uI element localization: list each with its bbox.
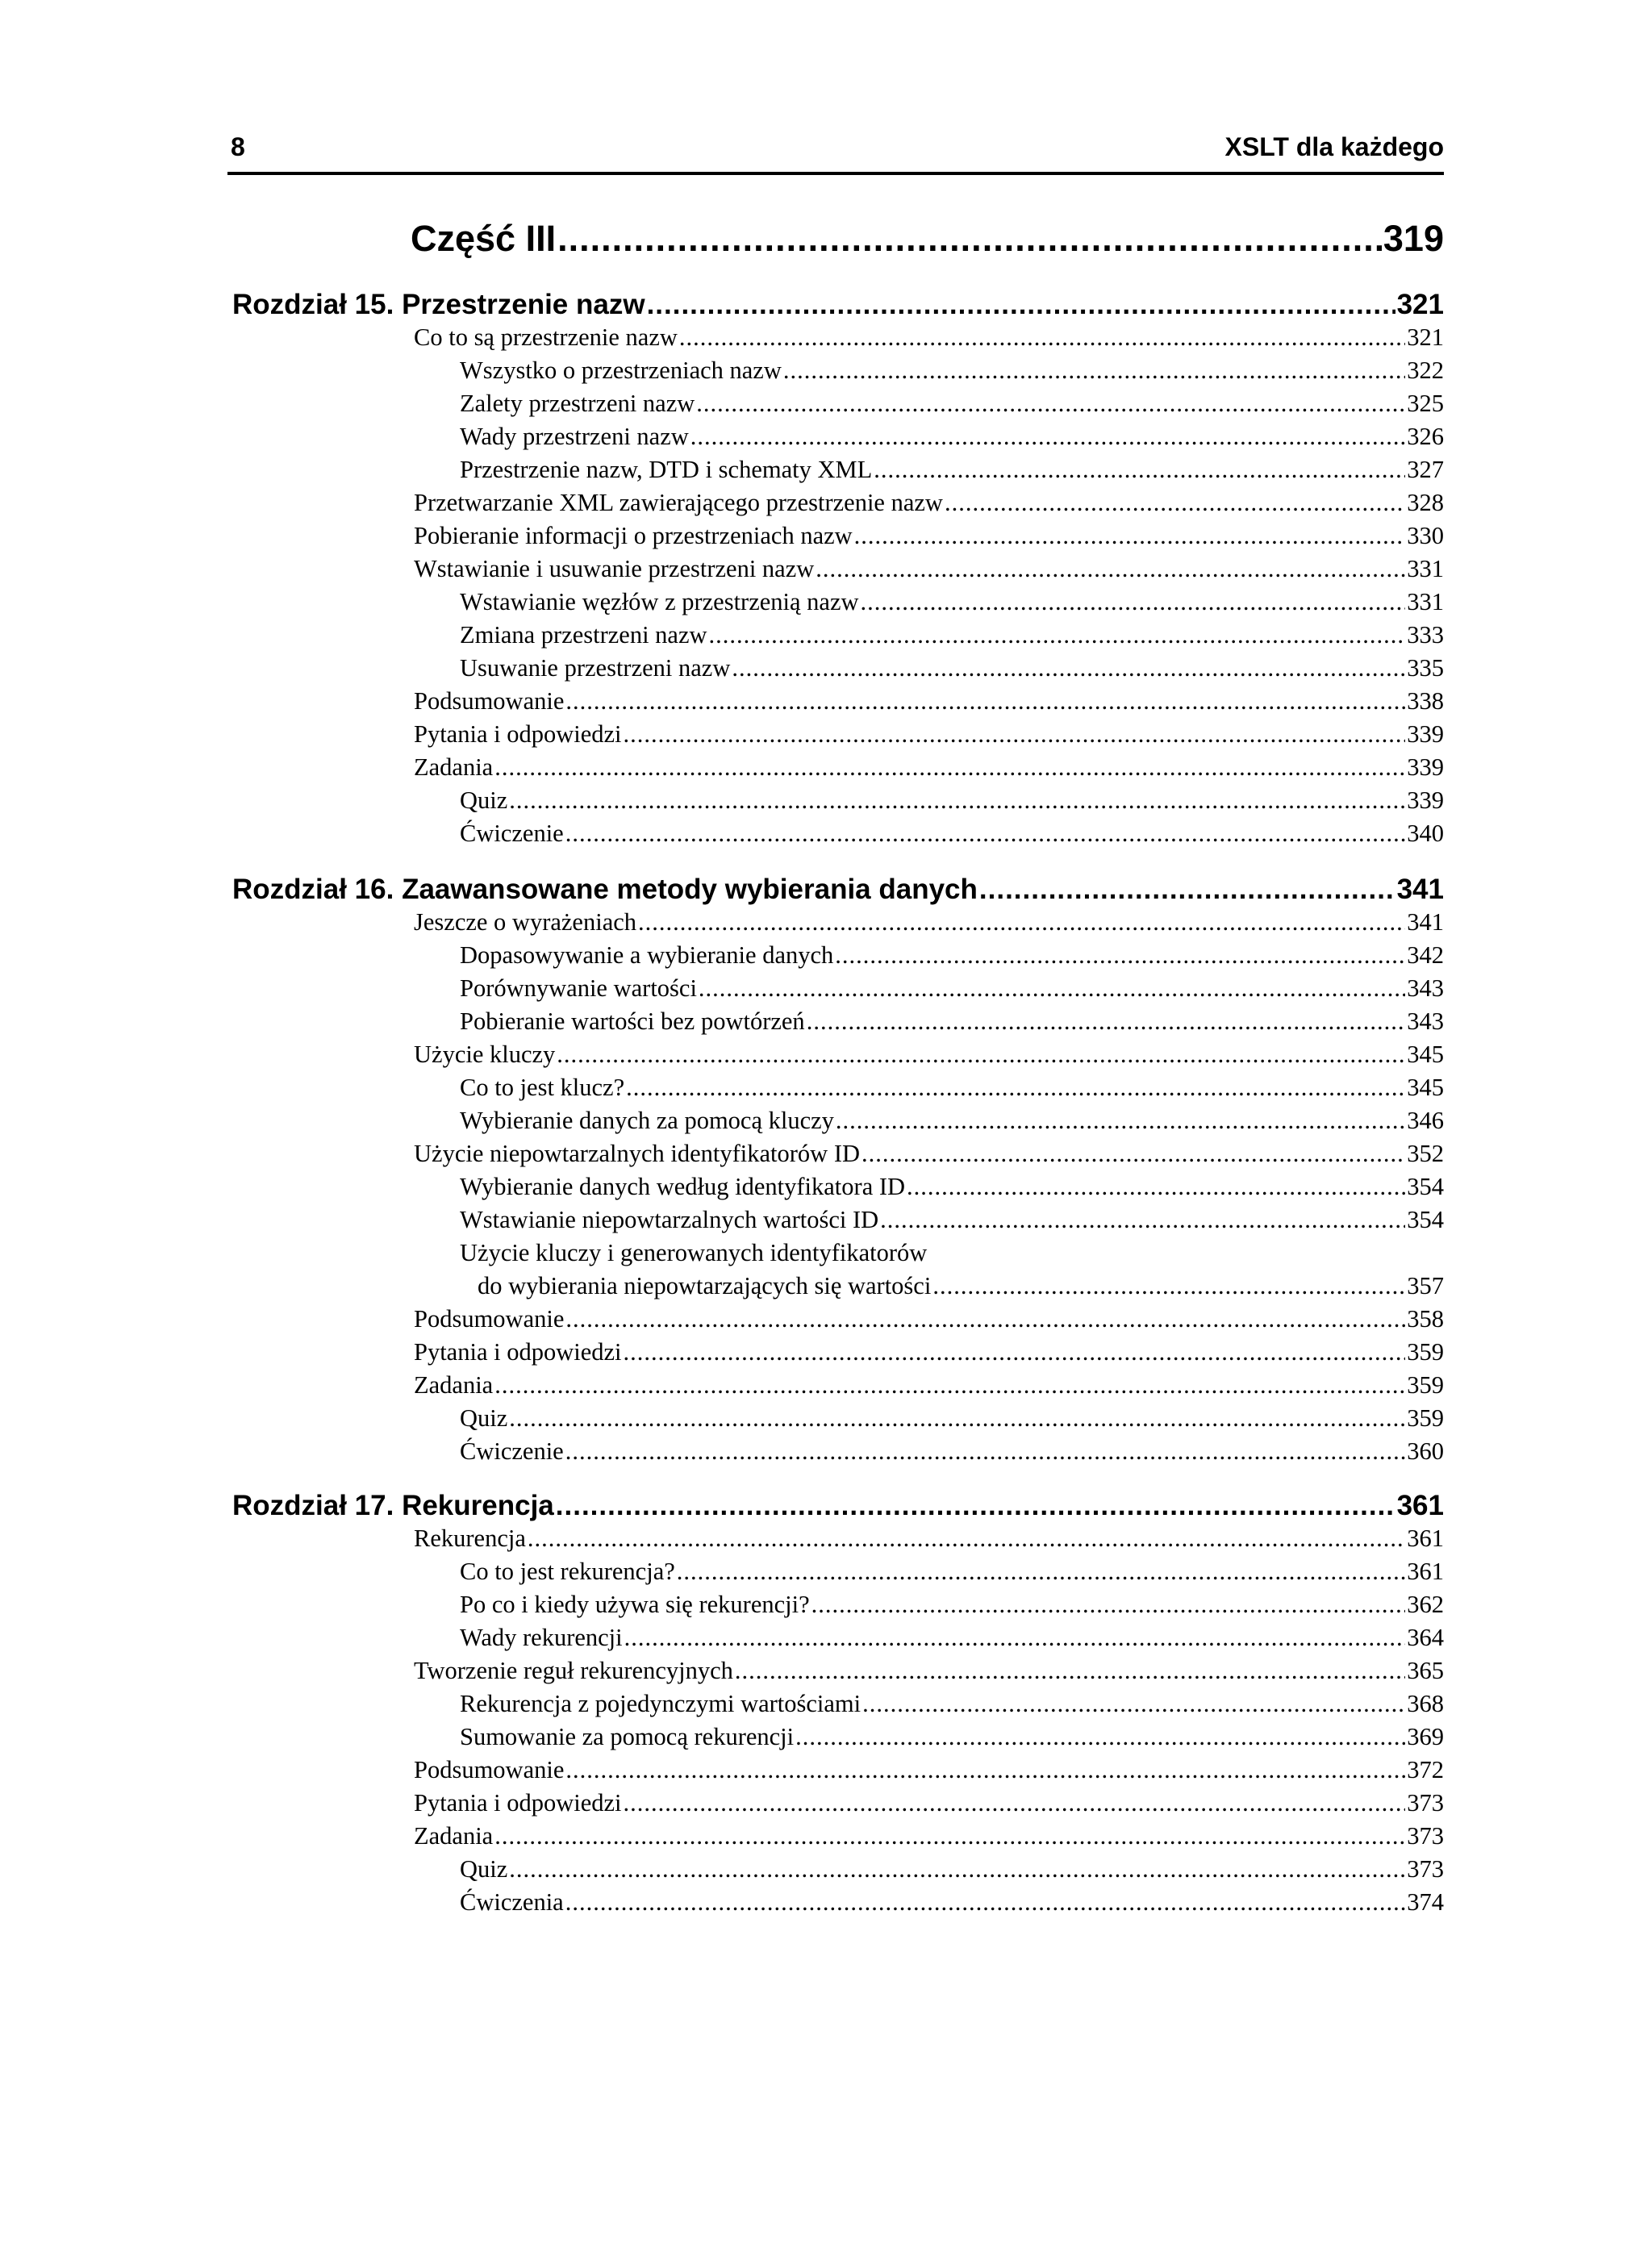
dot-leader [494,1371,1405,1399]
dot-leader [677,1558,1405,1586]
dot-leader [509,1404,1405,1433]
chapter-page: 341 [1396,874,1444,905]
chapter-page: 321 [1396,289,1444,320]
entry-page: 372 [1407,1756,1444,1783]
entry-title: Rekurencja [414,1525,526,1552]
entry-title: Wybieranie danych według identyfikatora ID [460,1173,906,1200]
dot-leader [624,1789,1406,1817]
entry-page: 338 [1407,687,1444,715]
dot-leader [494,1822,1405,1850]
entry-page: 339 [1407,753,1444,781]
entry-title: Rekurencja z pojedynczymi wartościami [460,1690,861,1717]
entry-page: 333 [1407,621,1444,649]
dot-leader [528,1525,1405,1553]
toc-entry[interactable] [414,1525,1444,1555]
entry-title: Quiz [460,786,508,814]
entry-page: 339 [1407,720,1444,748]
chapter-heading [232,1490,554,1522]
dot-leader [565,1756,1405,1784]
entry-title: Jeszcze o wyrażeniach [414,908,637,936]
toc-entry[interactable] [460,357,1444,387]
entry-title: Po co i kiedy używa się rekurencji? [460,1591,810,1618]
toc-entry[interactable] [460,456,1444,486]
part-page: 319 [1383,218,1444,259]
dot-leader [861,1140,1405,1168]
part-title: Część III [411,218,557,259]
toc-entry[interactable] [460,621,1444,652]
entry-page: 341 [1407,908,1444,936]
dot-leader [945,489,1405,517]
toc-entry[interactable] [460,423,1444,453]
entry-page: 327 [1407,456,1444,483]
entry-title: Pobieranie wartości bez powtórzeń [460,1007,805,1035]
toc-entry[interactable] [460,390,1444,420]
entry-title: Co to jest klucz? [460,1074,625,1101]
entry-page: 373 [1407,1822,1444,1850]
dot-leader [932,1272,1405,1300]
dot-leader [624,1624,1406,1652]
entry-page: 362 [1407,1591,1444,1618]
toc-entry[interactable] [478,1272,1444,1303]
entry-title: Co to jest rekurencja? [460,1558,675,1585]
chapter-heading [232,874,978,906]
dot-leader [699,974,1405,1003]
entry-page: 345 [1407,1041,1444,1068]
page-number: 8 [231,132,245,161]
entry-title: Pobieranie informacji o przestrzeniach nazw [414,522,853,549]
entry-title: Quiz [460,1855,508,1883]
dot-leader [565,687,1405,715]
entry-title: Wstawianie i usuwanie przestrzeni nazw [414,555,815,582]
entry-page: 352 [1407,1140,1444,1167]
entry-page: 331 [1407,588,1444,615]
dot-leader [565,1305,1405,1333]
entry-page: 360 [1407,1437,1444,1465]
dot-leader [509,786,1405,815]
entry-title: Przestrzenie nazw, DTD i schematy XML [460,456,873,483]
toc-entry[interactable] [460,1690,1444,1721]
entry-title: Zadania [414,753,494,781]
dot-leader [624,720,1406,749]
chapter-title: Przestrzenie nazw [402,289,645,320]
dot-leader [979,874,1395,906]
entry-title: Pytania i odpowiedzi [414,1338,622,1366]
entry-page: 343 [1407,1007,1444,1035]
dot-leader [861,588,1406,616]
entry-page: 321 [1407,323,1444,351]
dot-leader [836,1107,1405,1135]
toc-entry[interactable] [414,753,1444,784]
toc-entry[interactable] [414,522,1444,553]
entry-title: Ćwiczenia [460,1888,564,1916]
toc-entry[interactable] [414,1041,1444,1071]
dot-leader [696,390,1405,418]
dot-leader [795,1723,1405,1751]
entry-page: 342 [1407,941,1444,969]
entry-page: 335 [1407,654,1444,682]
chapter-page: 361 [1396,1490,1444,1521]
toc-part-row[interactable] [411,218,1444,263]
entry-title: Użycie kluczy [414,1041,556,1068]
dot-leader [626,1074,1405,1102]
dot-leader [509,1855,1405,1883]
toc-entry[interactable] [414,489,1444,519]
entry-page: 326 [1407,423,1444,450]
entry-page: 354 [1407,1206,1444,1233]
dot-leader [557,1041,1405,1069]
entry-title: Podsumowanie [414,1305,565,1333]
entry-title: Pytania i odpowiedzi [414,720,622,748]
entry-title: Podsumowanie [414,687,565,715]
dot-leader [565,820,1406,848]
entry-page: 330 [1407,522,1444,549]
dot-leader [690,423,1405,451]
dot-leader [557,218,1382,260]
entry-page: 340 [1407,820,1444,847]
entry-title: Użycie niepowtarzalnych identyfikatorów ID [414,1140,861,1167]
dot-leader [816,555,1405,583]
entry-title: Quiz [460,1404,508,1432]
entry-page: 374 [1407,1888,1444,1916]
toc-entry[interactable] [460,941,1444,972]
entry-title: Podsumowanie [414,1756,565,1783]
toc-entry[interactable] [460,1173,1444,1203]
book-title: XSLT dla każdego [1224,132,1444,161]
chapter-title: Rekurencja [402,1490,554,1521]
entry-title: Wstawianie niepowtarzalnych wartości ID [460,1206,879,1233]
dot-leader [874,456,1405,484]
entry-title: Zalety przestrzeni nazw [460,390,695,417]
toc-entry[interactable] [460,1107,1444,1137]
toc-chapter-row[interactable] [232,874,1444,909]
chapter-label: Rozdział 17. [232,1490,394,1521]
toc-entry[interactable] [414,687,1444,718]
toc-entry[interactable] [460,786,1444,817]
entry-title: Wybieranie danych za pomocą kluczy [460,1107,834,1134]
dot-leader [811,1591,1406,1619]
entry-title: Ćwiczenie [460,1437,564,1465]
toc-entry[interactable] [414,1140,1444,1170]
toc-entry[interactable] [460,1888,1444,1919]
entry-title: Wady rekurencji [460,1624,623,1651]
toc-entry[interactable] [460,1404,1444,1435]
toc-entry[interactable] [460,1239,1444,1270]
entry-title: Użycie kluczy i generowanych identyfikatorów [460,1239,928,1266]
dot-leader [494,753,1405,782]
entry-title: Zmiana przestrzeni nazw [460,621,707,649]
dot-leader [807,1007,1406,1036]
header-rule [227,172,1444,175]
toc-entry[interactable] [460,820,1444,850]
entry-page: 339 [1407,786,1444,814]
toc-entry[interactable] [460,1624,1444,1654]
entry-title: Co to są przestrzenie nazw [414,323,678,351]
page-header [227,132,1444,171]
dot-leader [854,522,1406,550]
entry-title: Wady przestrzeni nazw [460,423,689,450]
dot-leader [638,908,1405,936]
toc-entry[interactable] [460,1437,1444,1468]
toc-entry[interactable] [414,1371,1444,1402]
entry-page: 364 [1407,1624,1444,1651]
toc-entry[interactable] [460,1855,1444,1886]
dot-leader [862,1690,1405,1718]
toc-entry[interactable] [460,1591,1444,1621]
dot-leader [624,1338,1406,1366]
dot-leader [907,1173,1405,1201]
entry-page: 361 [1407,1525,1444,1552]
dot-leader [880,1206,1405,1234]
entry-page: 359 [1407,1371,1444,1399]
entry-page: 357 [1407,1272,1444,1299]
toc-entry[interactable] [460,654,1444,685]
entry-page: 325 [1407,390,1444,417]
entry-page: 343 [1407,974,1444,1002]
dot-leader [835,941,1405,970]
toc-entry[interactable] [460,974,1444,1005]
entry-page: 369 [1407,1723,1444,1750]
dot-leader [565,1437,1406,1466]
dot-leader [732,654,1405,682]
chapter-heading [232,289,645,321]
entry-page: 328 [1407,489,1444,516]
dot-leader [735,1657,1405,1685]
toc-entry[interactable] [414,1756,1444,1787]
entry-title: Usuwanie przestrzeni nazw [460,654,731,682]
entry-page: 354 [1407,1173,1444,1200]
entry-title: Wstawianie węzłów z przestrzenią nazw [460,588,859,615]
entry-title: Przetwarzanie XML zawierającego przestrzenie nazw [414,489,943,516]
entry-page: 359 [1407,1404,1444,1432]
entry-title: Wszystko o przestrzeniach nazw [460,357,782,384]
entry-page: 331 [1407,555,1444,582]
entry-page: 368 [1407,1690,1444,1717]
toc-chapter-row[interactable] [232,289,1444,324]
entry-title: do wybierania niepowtarzających się wartości [478,1272,932,1299]
dot-leader [783,357,1405,385]
toc-entry[interactable] [460,1723,1444,1754]
toc-entry[interactable] [460,588,1444,619]
entry-page: 345 [1407,1074,1444,1101]
toc-entry[interactable] [414,1338,1444,1369]
chapter-label: Rozdział 16. [232,874,394,905]
entry-title: Ćwiczenie [460,820,564,847]
chapter-label: Rozdział 15. [232,289,394,320]
toc-entry[interactable] [414,1822,1444,1853]
toc-entry[interactable] [414,555,1444,586]
entry-title: Porównywanie wartości [460,974,697,1002]
entry-page: 361 [1407,1558,1444,1585]
entry-title: Pytania i odpowiedzi [414,1789,622,1817]
toc-entry[interactable] [414,1657,1444,1687]
entry-page: 365 [1407,1657,1444,1684]
chapter-title: Zaawansowane metody wybierania danych [402,874,978,905]
dot-leader [709,621,1406,649]
toc-entry[interactable] [460,1074,1444,1104]
dot-leader [679,323,1405,352]
toc-entry[interactable] [414,323,1444,354]
dot-leader [647,289,1395,321]
toc-entry[interactable] [414,1789,1444,1820]
toc-entry[interactable] [460,1206,1444,1237]
entry-page: 322 [1407,357,1444,384]
entry-title: Tworzenie reguł rekurencyjnych [414,1657,733,1684]
entry-page: 359 [1407,1338,1444,1366]
toc-entry[interactable] [414,720,1444,751]
toc-entry[interactable] [460,1007,1444,1038]
entry-page: 346 [1407,1107,1444,1134]
entry-page: 373 [1407,1789,1444,1817]
toc-chapter-row[interactable] [232,1490,1444,1525]
entry-title: Zadania [414,1371,494,1399]
entry-title: Dopasowywanie a wybieranie danych [460,941,834,969]
toc-entry[interactable] [460,1558,1444,1588]
dot-leader [565,1888,1406,1917]
entry-title: Zadania [414,1822,494,1850]
entry-title: Sumowanie za pomocą rekurencji [460,1723,795,1750]
toc-entry[interactable] [414,908,1444,939]
dot-leader [556,1490,1395,1522]
entry-page: 358 [1407,1305,1444,1333]
entry-page: 373 [1407,1855,1444,1883]
toc-entry[interactable] [414,1305,1444,1336]
